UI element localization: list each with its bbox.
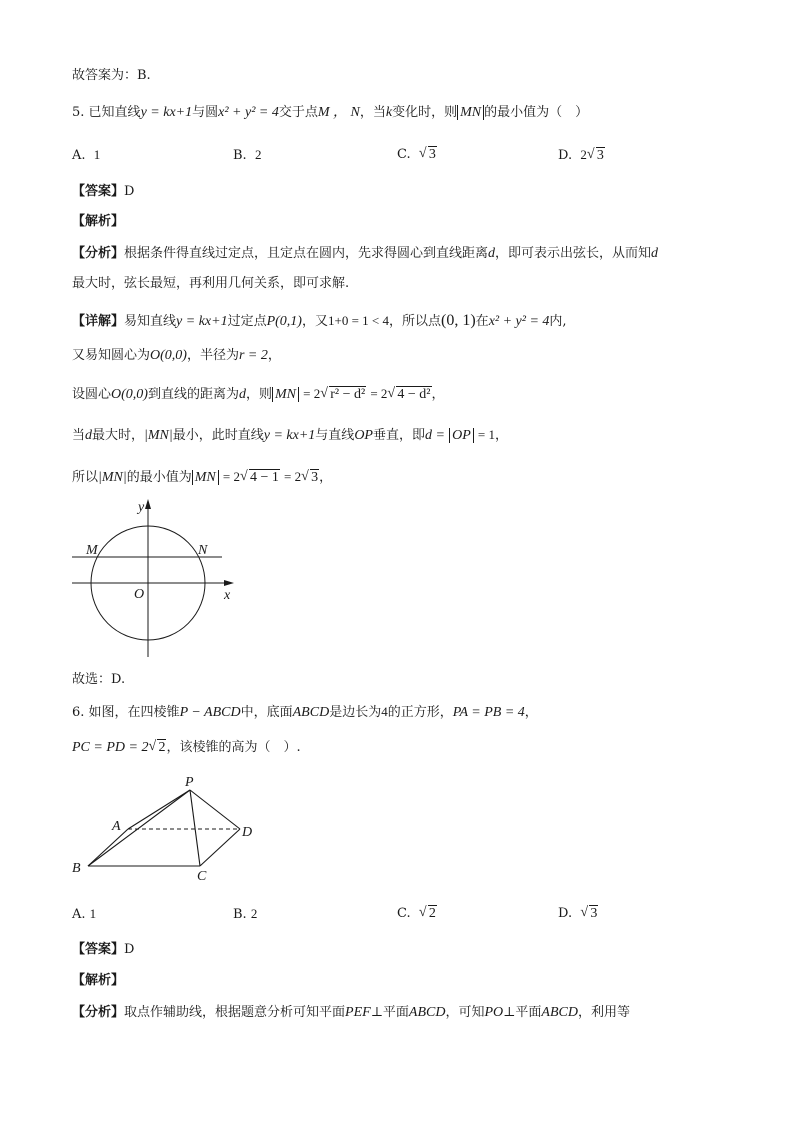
q5-option-a[interactable]: A. 1 bbox=[72, 147, 101, 163]
x-arrow bbox=[224, 580, 234, 586]
q5-distance-line: 设圆心O(0,0)到直线的距离为d，则 MN = 2√ r² − d² = 2√ 4 − d²， bbox=[72, 384, 445, 405]
q5-answer: 【答案】D bbox=[72, 184, 135, 199]
label-p: P bbox=[185, 775, 194, 790]
q5-option-c[interactable]: C. √ 3 bbox=[397, 145, 437, 165]
q6-stem-1: 6. 如图，在四棱锥P − ABCD中，底面ABCD是边长为4的正方形，PA = PB = 4， bbox=[72, 704, 538, 720]
q6-option-b[interactable]: B. 2 bbox=[233, 906, 258, 922]
label-c: C bbox=[197, 869, 207, 884]
q6-fenxi: 【分析】取点作辅助线，根据题意分析可知平面PEF⊥平面ABCD，可知PO⊥平面ABCD，利用等 bbox=[72, 1005, 630, 1020]
q6-analysis-tag: 【解析】 bbox=[72, 973, 125, 988]
q5-circle-figure bbox=[66, 495, 246, 665]
q5-fenxi: 【分析】根据条件得直线过定点，且定点在圆内，先求得圆心到直线距离d，即可表示出弦长，从而知d bbox=[72, 246, 659, 261]
q5-stem: 5. 已知直线y = kx+1与圆x² + y² = 4交于点M ， N，当k变化时，则 MN 的最小值为（ ） bbox=[72, 105, 589, 120]
previous-answer: 故答案为：B. bbox=[72, 68, 151, 83]
label-y: y bbox=[138, 500, 145, 515]
q5-fenxi-line2: 最大时，弦长最短，再利用几何关系，即可求解. bbox=[72, 276, 350, 291]
q5-option-d[interactable]: D. 2√ 3 bbox=[558, 145, 605, 166]
label-b: B bbox=[72, 861, 81, 876]
q5-min-line: 所以|MN|的最小值为 MN = 2√ 4 − 1 = 2√ 3， bbox=[72, 467, 332, 488]
label-m: M bbox=[86, 543, 98, 558]
q6-stem-2: PC = PD = 2√ 2，该棱锥的高为（ ）. bbox=[72, 738, 301, 758]
label-x: x bbox=[224, 588, 231, 603]
label-d: D bbox=[242, 825, 253, 840]
q5-analysis-tag: 【解析】 bbox=[72, 214, 125, 229]
q5-choose: 故选：D. bbox=[72, 672, 126, 687]
edge-pc bbox=[190, 790, 200, 866]
q5-max-line: 当d最大时，|MN|最小，此时直线y = kx+1与直线OP垂直，即d = OP = 1， bbox=[72, 427, 509, 443]
y-arrow bbox=[145, 499, 151, 509]
edge-pd bbox=[190, 790, 240, 829]
edge-cd bbox=[200, 829, 240, 866]
edge-pb bbox=[88, 790, 190, 866]
edge-pa bbox=[128, 790, 190, 829]
edge-ba bbox=[88, 829, 128, 866]
label-o: O bbox=[134, 587, 145, 602]
q5-option-b[interactable]: B. 2 bbox=[233, 147, 262, 163]
q6-pyramid-figure bbox=[66, 772, 266, 884]
label-a: A bbox=[112, 819, 121, 834]
q6-option-a[interactable]: A. 1 bbox=[72, 906, 97, 922]
q6-option-d[interactable]: D. √ 3 bbox=[558, 904, 598, 924]
q5-center-line: 又易知圆心为O(0,0)，半径为r = 2， bbox=[72, 348, 281, 363]
q6-option-c[interactable]: C. √ 2 bbox=[397, 904, 437, 924]
label-n: N bbox=[198, 543, 208, 558]
q5-detail: 【详解】易知直线y = kx+1过定点P(0,1)，又1+0 = 1 < 4，所以点(0, 1)在x² + y² = 4内, bbox=[72, 312, 567, 329]
q6-answer: 【答案】D bbox=[72, 942, 135, 957]
